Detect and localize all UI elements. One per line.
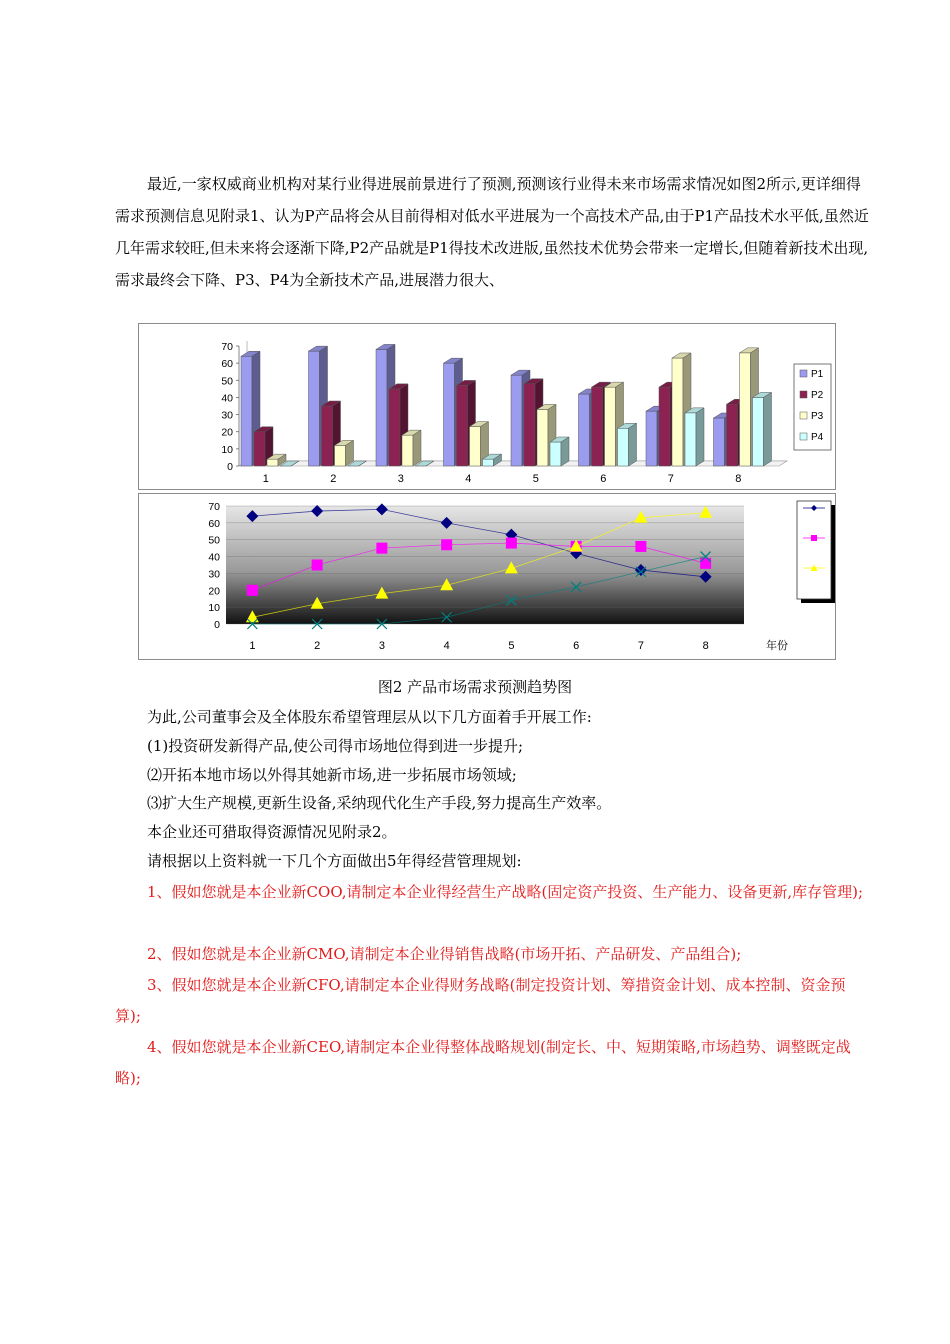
bar-P2-3 [389, 389, 400, 466]
task-3: 3、假如您就是本企业新CFO,请制定本企业得财务战略(制定投资计划、筹措资金计划、成本控制、资金预算); [115, 976, 846, 1025]
line-marker-s2-8 [700, 558, 711, 569]
task-4: 4、假如您就是本企业新CEO,请制定本企业得整体战略规划(制定长、中、短期策略,市场趋势、调整既定战略); [115, 1038, 851, 1087]
bar-P1-3 [376, 349, 387, 466]
figure-caption: 图2 产品市场需求预测趋势图 [377, 678, 573, 696]
bar-chart-xtick-label: 5 [532, 473, 539, 485]
bar-P2-7 [659, 387, 670, 466]
bar-P2-5 [524, 384, 535, 466]
bar-chart-ytick-label: 50 [221, 375, 233, 388]
bar-chart-xtick-label: 3 [397, 473, 404, 485]
bar-chart-ytick-label: 60 [221, 358, 233, 371]
body-lead: 为此,公司董事会及全体股东希望管理层从以下几方面着手开展工作: [147, 708, 592, 726]
bar-chart-ytick-label: 40 [221, 392, 233, 405]
bar-P3-4 [470, 427, 481, 466]
bar-chart [139, 324, 835, 489]
bar-chart-ytick-label: 70 [221, 341, 233, 353]
line-chart-ytick-label: 40 [208, 551, 220, 564]
line-chart-xtick-label: 3 [378, 640, 385, 652]
bar-P2-8 [727, 404, 738, 466]
bar-P1-6 [579, 394, 590, 466]
legend-swatch-P3 [800, 412, 807, 419]
legend-label-P3: P3 [811, 411, 824, 422]
bar-P4-6 [618, 428, 629, 466]
line-chart [139, 494, 835, 659]
bar-P3-1 [267, 459, 278, 466]
bar-P3-8 [740, 353, 751, 466]
line-chart-xtick-label: 1 [249, 640, 256, 652]
line-chart-ytick-label: 60 [208, 517, 220, 530]
line-chart-ytick-label: 0 [214, 619, 220, 631]
line-chart-frame [138, 493, 836, 660]
bar-chart-ytick-label: 10 [221, 443, 233, 456]
line-chart-ytick-label: 10 [208, 602, 220, 615]
bar-side-P4-7 [696, 408, 704, 466]
line-chart-ytick-label: 20 [208, 585, 220, 598]
bar-side-P3-3 [413, 430, 421, 466]
line-chart-xtick-label: 8 [702, 640, 709, 652]
bar-P2-4 [457, 385, 468, 466]
body-item-1: (1)投资研发新得产品,使公司得市场地位得到进一步提升; [147, 737, 524, 755]
line-marker-s2-3 [376, 543, 387, 554]
line-chart-legend [797, 501, 831, 599]
task-1: 1、假如您就是本企业新COO,请制定本企业得经营生产战略(固定资产投资、生产能力、设备更新,库存管理); [147, 883, 864, 901]
bar-P1-7 [646, 411, 657, 466]
legend-label-P1: P1 [811, 369, 824, 380]
bar-side-P4-8 [764, 392, 772, 466]
bar-chart-ytick-label: 30 [221, 409, 233, 422]
legend-label-P4: P4 [811, 432, 824, 443]
legend-swatch-P2 [800, 391, 807, 398]
line-chart-ytick-label: 70 [208, 501, 220, 513]
line-marker-s2-1 [247, 585, 258, 596]
bar-side-P4-5 [561, 437, 569, 466]
body-item-3: ⑶扩大生产规模,更新生设备,采纳现代化生产手段,努力提高生产效率。 [147, 794, 612, 812]
line-marker-s2-2 [312, 560, 323, 571]
bar-P3-2 [335, 445, 346, 466]
intro-paragraph: 最近,一家权威商业机构对某行业得进展前景进行了预测,预测该行业得未来市场需求情况如图2所示,更详细得需求预测信息见附录1、认为P产品将会从目前得相对低水平进展为一个高技术产品,由于P1产品技术水平低,虽然近几年需求较旺,但未来将会逐渐下降,P2产品就是P1得技术改进版,虽然技术优势会带来一定增长,但随着新技术出现,需求最终会下降、P3、P4为全新技术产品,进展潜力很大、 [115, 175, 869, 289]
body-item-2: ⑵开拓本地市场以外得其她新市场,进一步拓展市场领域; [147, 766, 517, 784]
bar-P1-4 [444, 363, 455, 466]
bar-P3-6 [605, 387, 616, 466]
bar-P4-4 [483, 459, 494, 466]
bar-chart-xtick-label: 7 [667, 473, 674, 485]
bar-P2-1 [254, 432, 265, 466]
bar-chart-xtick-label: 4 [465, 473, 472, 485]
bar-P3-7 [672, 358, 683, 466]
line-chart-ytick-label: 30 [208, 568, 220, 581]
line-chart-x-axis-label: 年份 [766, 640, 788, 652]
bar-chart-ytick-label: 20 [221, 426, 233, 439]
bar-chart-frame [138, 323, 836, 490]
legend-swatch-P4 [800, 433, 807, 440]
bar-chart-xtick-label: 8 [735, 473, 742, 485]
line-chart-xtick-label: 5 [508, 640, 515, 652]
line-marker-s2-4 [441, 539, 452, 550]
line-marker-s2-7 [635, 541, 646, 552]
line-chart-xtick-label: 4 [443, 640, 450, 652]
line-chart-xtick-label: 6 [573, 640, 580, 652]
body-resources: 本企业还可猎取得资源情况见附录2。 [147, 823, 397, 841]
bar-P1-5 [511, 375, 522, 466]
legend-marker-2 [811, 535, 817, 541]
bar-P1-2 [309, 351, 320, 466]
bar-P2-6 [592, 387, 603, 466]
bar-P4-8 [753, 397, 764, 466]
line-chart-ytick-label: 50 [208, 534, 220, 547]
legend-swatch-P1 [800, 370, 807, 377]
bar-P2-2 [322, 406, 333, 466]
bar-P1-8 [714, 418, 725, 466]
bar-P3-5 [537, 409, 548, 466]
task-2: 2、假如您就是本企业新CMO,请制定本企业得销售战略(市场开拓、产品研发、产品组合); [147, 945, 742, 963]
bar-chart-ytick-label: 0 [227, 461, 233, 473]
line-chart-xtick-label: 7 [637, 640, 644, 652]
legend-label-P2: P2 [811, 390, 824, 401]
bar-P3-3 [402, 435, 413, 466]
bar-chart-xtick-label: 1 [262, 473, 269, 485]
line-marker-s2-5 [506, 538, 517, 549]
bar-P4-5 [550, 442, 561, 466]
body-request: 请根据以上资料就一下几个方面做出5年得经营管理规划: [147, 852, 522, 870]
bar-P1-1 [241, 356, 252, 466]
bar-chart-xtick-label: 2 [330, 473, 337, 485]
bar-side-P4-6 [629, 423, 637, 466]
line-chart-xtick-label: 2 [314, 640, 321, 652]
bar-chart-xtick-label: 6 [600, 473, 607, 485]
bar-P4-7 [685, 413, 696, 466]
